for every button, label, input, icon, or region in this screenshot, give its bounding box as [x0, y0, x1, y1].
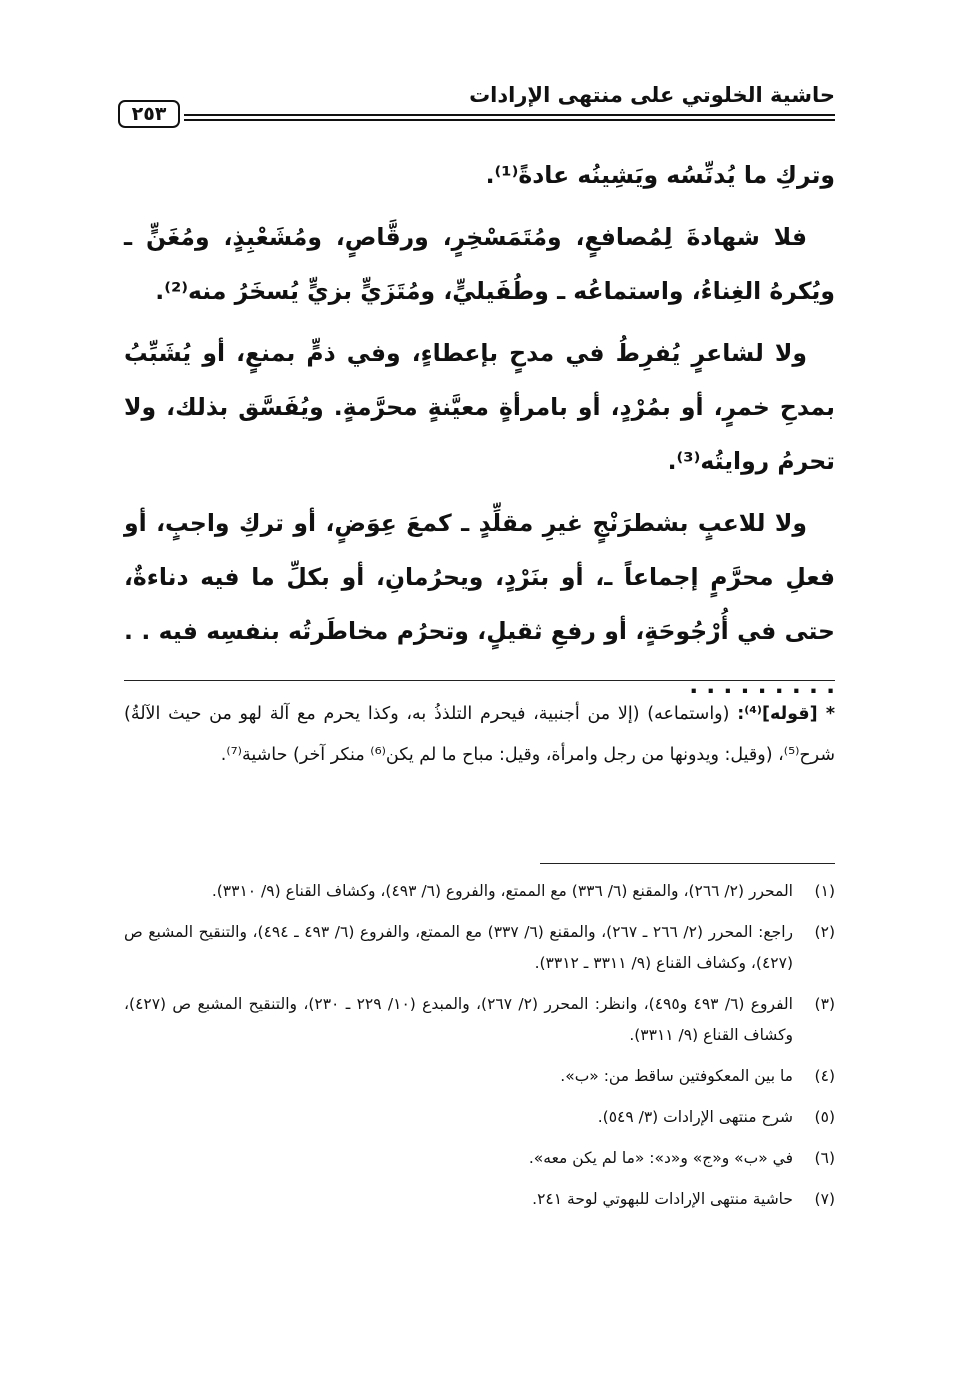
paragraph-3: ولا لشاعرٍ يُفرِطُ في مدحٍ بإعطاءٍ، وفي ذمٍّ بمنعٍ، أو يُشَبِّبُ بمدحِ خمرٍ، أو بمُرْدٍ، أو بامرأةٍ معيَّنةٍ محرَّمةٍ. ويُفَسَّق بذلك، ولا تحرمُ روايتُه⁽³⁾. — [124, 339, 835, 475]
trailing-dots: . . . . . . . . . . . — [124, 617, 835, 699]
paragraph-2: فلا شهادةَ لِمُصافعٍ، ومُتَمَسْخِرٍ، ورقَّاصٍ، ومُشَعْبِذٍ، ومُغَنٍّ ـ ويُكرهُ الغِناءُ، واستماعُه ـ وطُفَيليٍّ، ومُتَزَيٍّ بزيٍّ يُسخَرُ منه⁽²⁾. — [124, 223, 835, 305]
annotation-block — [124, 694, 835, 776]
footnote-item — [124, 989, 835, 1051]
paragraph-1: وتركِ ما يُدنِّسُه ويَشِينُه عادةً⁽¹⁾. — [485, 161, 835, 189]
footnote-item — [124, 1184, 835, 1215]
annotation-paragraph — [124, 694, 835, 776]
footnote-separator-rule — [540, 863, 835, 864]
footnote-number: (٣) — [814, 995, 835, 1013]
footnote-number: (١) — [814, 882, 835, 900]
footnote-item — [124, 1061, 835, 1092]
footnote-item — [124, 1102, 835, 1133]
body-separator-rule — [124, 680, 835, 681]
annotation-text: (واستماعه) (إلا من أجنبية، فيحرم التلذذُ به، وكذا يحرم مع آلة لهو من حيث الآلةُ) شرح⁽⁵⁾، (وقيل: ويدونها من رجل وامرأة، وقيل: مباح ما لم يكن⁽⁶⁾ منكر آخر) حاشية⁽⁷⁾. — [124, 704, 835, 765]
footnote-number: (٤) — [814, 1067, 835, 1085]
footnote-text: حاشية منتهى الإرادات للبهوتي لوحة ٢٤١. — [532, 1190, 793, 1208]
footnote-text: ما بين المعكوفتين ساقط من: «ب». — [560, 1067, 793, 1085]
footnote-text: المحرر (٢/ ٢٦٦)، والمقنع (٦/ ٣٣٦) مع الممتع، والفروع (٦/ ٤٩٣)، وكشاف القناع (٩/ ٣٣١٠). — [211, 882, 793, 900]
annotation-lead: * [قوله]⁽⁴⁾: — [737, 704, 835, 724]
footnote-number: (٢) — [814, 923, 835, 941]
footnote-item — [124, 917, 835, 979]
footnote-item — [124, 876, 835, 907]
footnotes-list — [124, 876, 835, 1225]
footnote-number: (٦) — [814, 1149, 835, 1167]
footnote-text: شرح منتهى الإرادات (٣/ ٥٤٩). — [597, 1108, 793, 1126]
header-double-rule — [184, 114, 835, 121]
footnote-text: في «ب» و«ج» و«د»: «ما لم يكن معه». — [528, 1149, 793, 1167]
footnote-item — [124, 1143, 835, 1174]
footnote-text: الفروع (٦/ ٤٩٣ و٤٩٥)، وانظر: المحرر (٢/ ٢٦٧)، والمبدع (١٠/ ٢٢٩ ـ ٢٣٠)، والتنقيح المشبع ص (٤٢٧)، وكشاف القناع (٩/ ٣٣١١). — [124, 995, 793, 1044]
footnote-text: راجع: المحرر (٢/ ٢٦٦ ـ ٢٦٧)، والمقنع (٦/ ٣٣٧) مع الممتع، والفروع (٦/ ٤٩٣ ـ ٤٩٤)، والتنقيح المشبع ص (٤٢٧)، وكشاف القناع (٩/ ٣٣١١ ـ ٣٣١٢). — [124, 923, 793, 972]
running-header-title: حاشية الخلوتي على منتهى الإرادات — [469, 83, 835, 107]
paragraph-4-text: ولا للاعبٍ بشطرَنْجٍ غيرِ مقلِّدٍ ـ كمعَ عِوَضٍ، أو تركِ واجبٍ، أو فعلِ محرَّمٍ إجماعاً ـ، أو بنَرْدٍ، ويحرُمانِ، أو بكلِّ ما فيه دناءةٌ، حتى في أُرْجُوحَةٍ، أو رفعِ ثقيلٍ، وتحرُم مخاطَرتُه بنفسِه فيه — [124, 509, 835, 645]
footnote-number: (٥) — [814, 1108, 835, 1126]
footnote-number: (٧) — [814, 1190, 835, 1208]
page-number-box: ٢٥٣ — [118, 100, 180, 128]
main-text-block — [124, 148, 835, 720]
